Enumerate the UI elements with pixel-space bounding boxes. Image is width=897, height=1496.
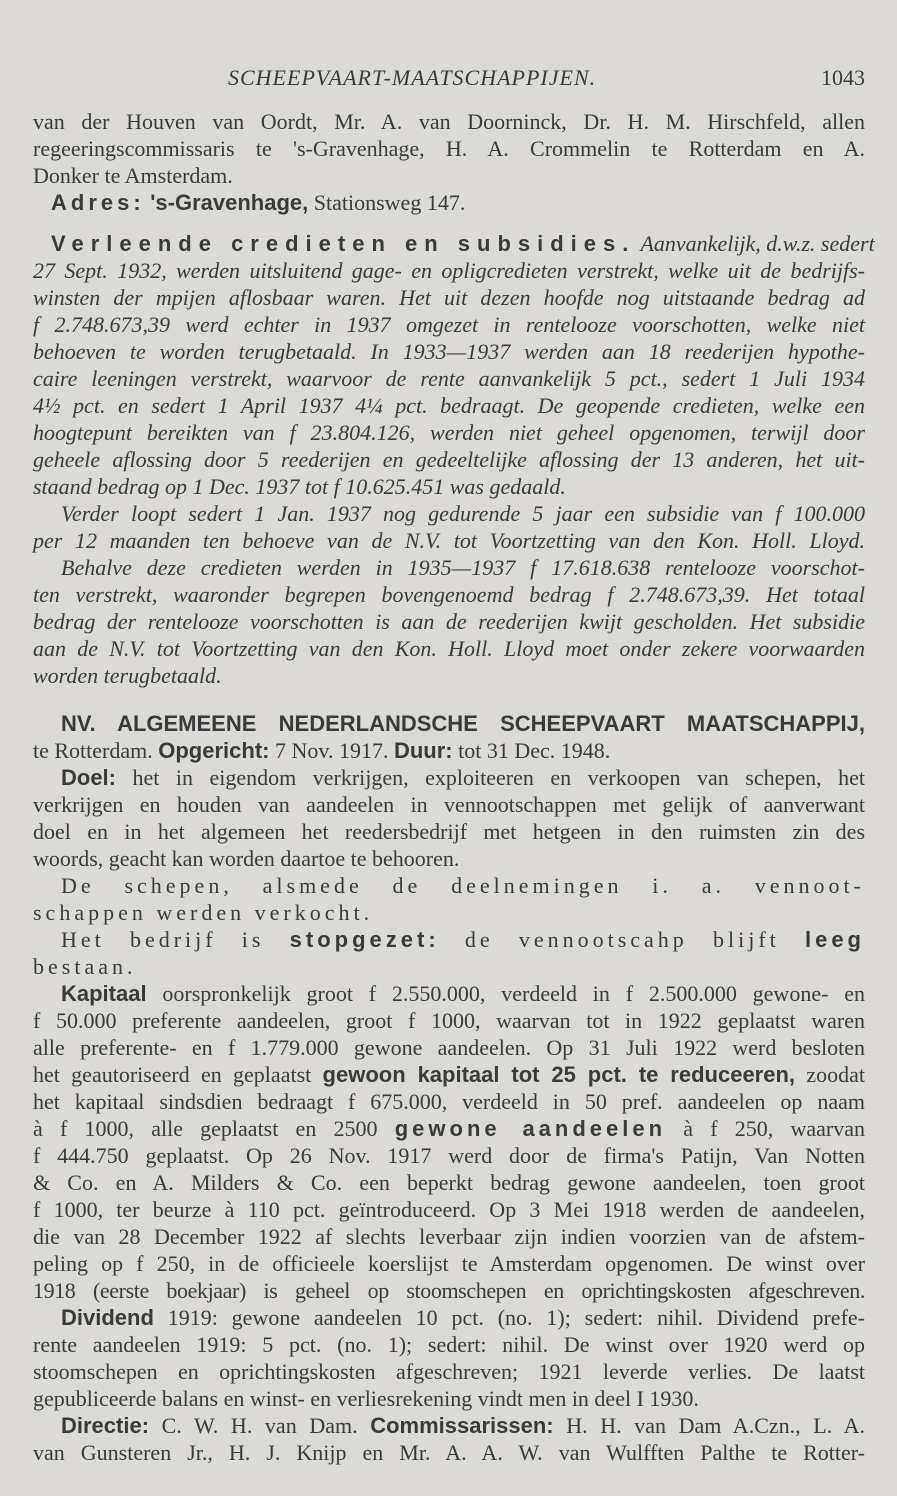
text-fragment: 1919: gewone aandeelen 10 pct. (no. 1); sedert: nihil. Dividend prefe- <box>153 1305 865 1330</box>
text-line: stoomschepen en oprichtingskosten afgeschreven; 1921 leverde verlies. De laatst <box>33 1359 865 1384</box>
running-title: SCHEEPVAART-MAATSCHAPPIJEN. <box>228 65 597 90</box>
running-header <box>33 62 865 94</box>
founded-label: Opgericht: <box>158 738 270 763</box>
empty-label: leeg <box>804 927 865 952</box>
text-line: bestaan. <box>33 954 137 979</box>
text-line: gepubliceerde balans en winst- en verliesrekening vindt men in deel I 1930. <box>33 1386 699 1411</box>
text-line: behoeven te worden terugbetaald. In 1933—1937 werden aan 18 reederijen hypothe- <box>33 339 865 364</box>
text-fragment: zoodat <box>795 1062 865 1087</box>
text-line: woords, geacht kan worden daartoe te behooren. <box>33 846 460 871</box>
reduction-emphasis: gewoon kapitaal tot 25 pct. te reduceeren, <box>322 1062 796 1087</box>
text-fragment: H. H. van Dam A.Czn., L. A. <box>553 1413 865 1438</box>
text-line: schappen werden verkocht. <box>33 900 374 925</box>
text-line: f 444.750 geplaatst. Op 26 Nov. 1917 werd door de firma's Patijn, Van Notten <box>33 1143 865 1168</box>
commissioners-label: Commissarissen: <box>370 1413 554 1438</box>
text-line: regeeringscommissaris te 's-Gravenhage, H. A. Crommelin te Rotterdam en A. <box>33 136 865 161</box>
text-line: f 1000, ter beurze à 110 pct. geïntroduceerd. Op 3 Mei 1918 werden de aandeelen, <box>33 1197 865 1222</box>
text-fragment: C. W. H. van Dam. <box>149 1413 371 1438</box>
address-street: Stationsweg 147. <box>308 190 466 215</box>
text-line: f 50.000 preferente aandeelen, groot f 1000, waarvan tot in 1922 geplaatst waren <box>33 1008 865 1033</box>
text-line: f 2.748.673,39 werd echter in 1937 omgezet in rentelooze voorschotten, welke niet <box>33 312 865 337</box>
text-line: Donker te Amsterdam. <box>33 163 233 188</box>
text-fragment: à f 1000, alle geplaatst en 2500 <box>33 1116 395 1141</box>
text-line: doel en in het algemeen het reedersbedrijf met hetgeen in den ruimsten zin des <box>33 819 865 844</box>
founded-date: 7 Nov. 1917. <box>269 738 394 763</box>
address-city: 's-Gravenhage, <box>150 190 309 215</box>
text-line: van Gunsteren Jr., H. J. Knijp en Mr. A. A. W. van Wulfften Palthe te Rotter- <box>33 1440 865 1465</box>
text-line: het kapitaal sindsdien bedraagt f 675.000, verdeeld in 50 pref. aandeelen op naam <box>33 1089 865 1114</box>
text-line: Verder loopt sedert 1 Jan. 1937 nog gedurende 5 jaar een subsidie van f 100.000 <box>61 501 865 526</box>
text-line: staand bedrag op 1 Dec. 1937 tot f 10.625.451 was gedaald. <box>33 474 566 499</box>
duration-label: Duur: <box>393 738 453 763</box>
duration-value: tot 31 Dec. 1948. <box>452 738 611 763</box>
text-line: peling op f 250, in de officieele koerslijst te Amsterdam opgenomen. De winst over <box>33 1251 865 1276</box>
text-line: winsten der mpijen aflosbaar waren. Het uit dezen hoofde nog uitstaande bedrag ad <box>33 285 865 310</box>
ordinary-shares-emphasis: gewone aandeelen <box>394 1116 667 1141</box>
text-line: aan de N.V. tot Voortzetting van den Kon. Holl. Lloyd moet onder zekere voorwaarden <box>33 636 865 661</box>
text-line: verkrijgen en houden van aandeelen in vennootschappen met gelijk of aanverwant <box>33 792 865 817</box>
text-line: bedrag der rentelooze voorschotten is aan de reederijen kwijt gescholden. Het subsidie <box>33 609 865 634</box>
page-number: 1043 <box>821 65 865 90</box>
text-line: 4½ pct. en sedert 1 April 1937 4¼ pct. bedraagt. De geopende credieten, welke een <box>33 393 865 418</box>
text-line: Behalve deze credieten werden in 1935—1937 f 17.618.638 rentelooze voorschot- <box>61 555 865 580</box>
text-fragment: Aanvankelijk, d.w.z. sedert <box>635 231 875 256</box>
text-line: per 12 maanden ten behoeve van de N.V. tot Voortzetting van den Kon. Holl. Lloyd. <box>33 528 865 553</box>
credits-heading: Verleende credieten en subsidies. <box>51 231 636 256</box>
text-line: caire leeningen verstrekt, waarvoor de rente aanvankelijk 5 pct., sedert 1 Juli 1934 <box>33 366 865 391</box>
text-line: ten verstrekt, waaronder begrepen bovengenoemd bedrag f 2.748.673,39. Het totaal <box>33 582 865 607</box>
text-line: van der Houven van Oordt, Mr. A. van Doorninck, Dr. H. M. Hirschfeld, allen <box>33 109 865 134</box>
text-line: hoogtepunt bereikten van f 23.804.126, werden niet geheel opgenomen, terwijl door <box>33 420 865 445</box>
text-fragment: het geautoriseerd en geplaatst <box>33 1062 323 1087</box>
text-line: worden terugbetaald. <box>33 663 222 688</box>
text-fragment: de vennootscahp blijft <box>439 927 805 952</box>
text-line: alle preferente- en f 1.779.000 gewone aandeelen. Op 31 Juli 1922 werd besloten <box>33 1035 865 1060</box>
text-fragment: oorspronkelijk groot f 2.550.000, verdeeld in f 2.500.000 gewone- en <box>146 981 865 1006</box>
text-line: geheele aflossing door 5 reederijen en gedeeltelijke aflossing der 13 anderen, het uit- <box>33 447 865 472</box>
board-label: Directie: <box>61 1413 150 1438</box>
stopped-label: stopgezet: <box>289 927 440 952</box>
capital-label: Kapitaal <box>61 981 147 1006</box>
text-fragment: Het bedrijf is <box>61 927 290 952</box>
text-line: 1918 (eerste boekjaar) is geheel op stoomschepen en oprichtingskosten afgeschreven. <box>33 1278 865 1303</box>
address-line <box>33 187 865 219</box>
text-line: De schepen, alsmede de deelnemingen i. a. vennoot- <box>61 873 865 898</box>
address-label: Adres: <box>51 190 145 215</box>
text-line: die van 28 December 1922 af slechts leverbaar zijn indien voorzien van de afstem- <box>33 1224 865 1249</box>
purpose-label: Doel: <box>61 765 116 790</box>
text-line: 27 Sept. 1932, werden uitsluitend gage- en opligcredieten verstrekt, welke uit de bedrijfs- <box>33 258 865 283</box>
text-line: rente aandeelen 1919: 5 pct. (no. 1); sedert: nihil. De winst over 1920 werd op <box>33 1332 865 1357</box>
company-name: NV. ALGEMEENE NEDERLANDSCHE SCHEEPVAART MAATSCHAPPIJ, <box>61 711 865 736</box>
text-fragment: het in eigendom verkrijgen, exploiteeren en verkoopen van schepen, het <box>116 765 865 790</box>
text-fragment: à f 250, waarvan <box>666 1116 865 1141</box>
text-line: & Co. en A. Milders & Co. een beperkt bedrag gewone aandeelen, toen groot <box>33 1170 865 1195</box>
text-fragment: te Rotterdam. <box>33 738 159 763</box>
dividend-label: Dividend <box>61 1305 154 1330</box>
